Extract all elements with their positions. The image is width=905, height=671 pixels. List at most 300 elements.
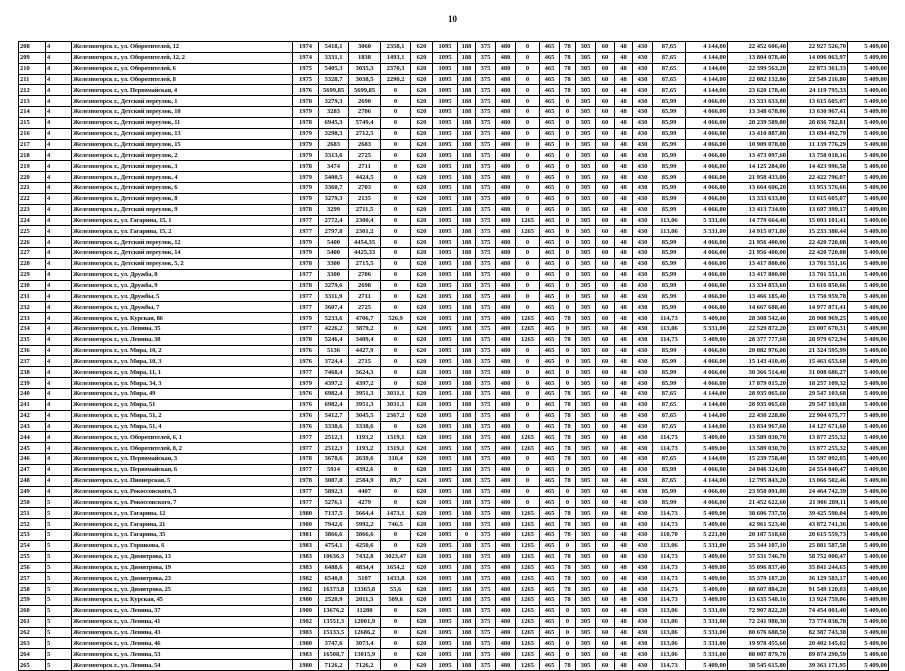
cell-address: Железногорск г., ул. Мира, 34, 3 [72, 378, 293, 389]
cell-cost-per-sqm: 4 144,00 [686, 399, 728, 410]
cell-row-number: 222 [19, 193, 46, 204]
cell-rate-1: 620 [411, 649, 433, 660]
table-row [19, 649, 889, 660]
cell-group: 5 [46, 627, 72, 638]
cell-rate-8: 0 [560, 323, 576, 334]
cell-rate-5: 480 [496, 313, 516, 324]
cell-rate-2: 1095 [433, 562, 458, 573]
cell-group: 5 [46, 497, 72, 508]
cell-rate-3: 188 [458, 638, 476, 649]
table-row [19, 117, 889, 128]
cell-indexed-cost: 25 881 587,58 [788, 540, 848, 551]
cell-row-number: 232 [19, 302, 46, 313]
cell-rate-5: 480 [496, 584, 516, 595]
cell-unit-cost: 85,99 [653, 150, 686, 161]
cell-total-cost: 13 333 633,80 [728, 193, 788, 204]
cell-cost-per-sqm: 5 409,00 [686, 584, 728, 595]
table-row [19, 356, 889, 367]
cell-unit-cost: 114,73 [653, 562, 686, 573]
cell-rate-1: 620 [411, 529, 433, 540]
cell-indexed-cost: 13 924 759,06 [788, 595, 848, 606]
cell-rate-10: 60 [596, 367, 615, 378]
cell-rate-12: 430 [633, 182, 653, 193]
cell-rate-5: 480 [496, 389, 516, 400]
cell-group: 4 [46, 204, 72, 215]
cell-rate-11: 48 [615, 42, 633, 53]
cell-group: 5 [46, 573, 72, 584]
cell-rate-10: 60 [596, 410, 615, 421]
cell-rate-1: 620 [411, 323, 433, 334]
cell-rate-10: 60 [596, 161, 615, 172]
cell-rate-4: 375 [476, 356, 496, 367]
cell-rate-2: 1095 [433, 573, 458, 584]
cell-unit-cost: 85,99 [653, 280, 686, 291]
cell-build-year: 1979 [293, 237, 319, 248]
cell-rate-10: 60 [596, 313, 615, 324]
cell-rate-6: 1265 [516, 432, 540, 443]
cell-rate-6: 0 [516, 182, 540, 193]
cell-nonliving-area: 0 [381, 421, 411, 432]
cell-total-area: 7468,4 [319, 367, 349, 378]
cell-total-cost: 19 978 455,60 [728, 638, 788, 649]
cell-cost-per-sqm: 5 331,00 [686, 638, 728, 649]
cell-rate-9: 305 [576, 519, 596, 530]
cell-rate-12: 430 [633, 302, 653, 313]
cell-total-area: 2683 [319, 139, 349, 150]
cell-rate-3: 188 [458, 150, 476, 161]
cell-group: 4 [46, 389, 72, 400]
cell-address: Железногорск г., ул. Первомайская, 3 [72, 454, 293, 465]
cell-nonliving-area: 0 [381, 356, 411, 367]
cell-rate-6: 0 [516, 248, 540, 259]
cell-rate-1: 620 [411, 258, 433, 269]
cell-rate-4: 375 [476, 161, 496, 172]
cell-nonliving-area: 1493,1 [381, 52, 411, 63]
cell-rate-3: 188 [458, 410, 476, 421]
cell-total-cost: 21 452 622,60 [728, 497, 788, 508]
cell-cost-per-sqm: 5 331,00 [686, 627, 728, 638]
cell-rate-1: 620 [411, 389, 433, 400]
cell-address: Железногорск г., ул. Мира, 49 [72, 389, 293, 400]
cell-rate-9: 305 [576, 280, 596, 291]
cell-rate-7: 465 [540, 237, 560, 248]
cell-limit: 5 409,00 [848, 204, 889, 215]
cell-rate-11: 48 [615, 475, 633, 486]
table-row [19, 497, 889, 508]
cell-rate-6: 1265 [516, 334, 540, 345]
cell-rate-5: 480 [496, 508, 516, 519]
cell-indexed-cost: 13 758 018,16 [788, 150, 848, 161]
cell-rate-4: 375 [476, 573, 496, 584]
table-row [19, 139, 889, 150]
cell-total-area: 5405,3 [319, 63, 349, 74]
cell-rate-9: 305 [576, 182, 596, 193]
cell-address: Железногорск г., ул. Ленина, 46 [72, 638, 293, 649]
cell-cost-per-sqm: 5 221,00 [686, 529, 728, 540]
cell-nonliving-area: 0 [381, 367, 411, 378]
table-row [19, 85, 889, 96]
cell-rate-11: 48 [615, 616, 633, 627]
cell-unit-cost: 113,06 [653, 215, 686, 226]
cell-indexed-cost: 28 908 969,25 [788, 313, 848, 324]
cell-rate-10: 60 [596, 204, 615, 215]
cell-total-area: 5328,7 [319, 74, 349, 85]
cell-group: 4 [46, 52, 72, 63]
cell-rate-12: 430 [633, 128, 653, 139]
cell-unit-cost: 85,99 [653, 302, 686, 313]
cell-rate-10: 60 [596, 172, 615, 183]
cell-rate-3: 188 [458, 356, 476, 367]
cell-rate-2: 1095 [433, 345, 458, 356]
cell-limit: 5 409,00 [848, 215, 889, 226]
cell-rate-1: 620 [411, 410, 433, 421]
cell-rate-11: 48 [615, 226, 633, 237]
cell-address: Железногорск г., Детский переулок, 12 [72, 237, 293, 248]
cell-rate-10: 60 [596, 519, 615, 530]
cell-rate-3: 188 [458, 74, 476, 85]
cell-rate-4: 375 [476, 605, 496, 616]
cell-living-area: 4454,35 [349, 237, 381, 248]
table-row [19, 378, 889, 389]
cell-limit: 5 409,00 [848, 52, 889, 63]
cell-rate-12: 430 [633, 74, 653, 85]
cell-rate-4: 375 [476, 63, 496, 74]
cell-rate-2: 1095 [433, 421, 458, 432]
cell-rate-9: 305 [576, 63, 596, 74]
cell-rate-12: 430 [633, 291, 653, 302]
cell-rate-8: 0 [560, 117, 576, 128]
cell-rate-10: 60 [596, 638, 615, 649]
cell-living-area: 4250,6 [349, 540, 381, 551]
cell-nonliving-area: 2370,3 [381, 63, 411, 74]
cell-rate-8: 78 [560, 334, 576, 345]
cell-rate-12: 430 [633, 627, 653, 638]
cell-rate-6: 0 [516, 378, 540, 389]
cell-living-area: 4425,33 [349, 248, 381, 259]
cell-rate-7: 465 [540, 117, 560, 128]
cell-cost-per-sqm: 4 066,00 [686, 204, 728, 215]
cell-build-year: 1976 [293, 421, 319, 432]
cell-living-area: 2698 [349, 280, 381, 291]
cell-rate-8: 0 [560, 237, 576, 248]
table-row [19, 540, 889, 551]
cell-rate-7: 465 [540, 638, 560, 649]
cell-total-cost: 28 239 589,80 [728, 117, 788, 128]
table-row [19, 226, 889, 237]
cell-rate-7: 465 [540, 464, 560, 475]
cell-rate-11: 48 [615, 150, 633, 161]
cell-rate-4: 375 [476, 529, 496, 540]
cell-total-cost: 13 804 078,40 [728, 52, 788, 63]
cell-cost-per-sqm: 4 144,00 [686, 85, 728, 96]
cell-nonliving-area: 0 [381, 172, 411, 183]
cell-unit-cost: 114,73 [653, 519, 686, 530]
cell-rate-2: 1095 [433, 204, 458, 215]
cell-rate-5: 480 [496, 421, 516, 432]
cell-build-year: 1976 [293, 356, 319, 367]
table-row [19, 464, 889, 475]
cell-rate-9: 305 [576, 52, 596, 63]
cell-total-cost: 14 667 688,40 [728, 302, 788, 313]
cell-indexed-cost: 22 420 720,08 [788, 248, 848, 259]
cell-nonliving-area: 0 [381, 107, 411, 118]
cell-rate-9: 305 [576, 139, 596, 150]
cell-rate-1: 620 [411, 551, 433, 562]
cell-row-number: 259 [19, 595, 46, 606]
cell-rate-10: 60 [596, 85, 615, 96]
cell-rate-12: 430 [633, 345, 653, 356]
cell-rate-6: 1265 [516, 215, 540, 226]
cell-rate-4: 375 [476, 519, 496, 530]
cell-nonliving-area: 0 [381, 529, 411, 540]
cell-total-area: 3311,9 [319, 291, 349, 302]
cell-total-area: 2512,3 [319, 432, 349, 443]
cell-rate-7: 465 [540, 334, 560, 345]
cell-rate-8: 78 [560, 454, 576, 465]
cell-rate-9: 305 [576, 378, 596, 389]
cell-build-year: 1977 [293, 302, 319, 313]
cell-total-area: 6488,6 [319, 562, 349, 573]
table-row [19, 529, 889, 540]
cell-group: 5 [46, 519, 72, 530]
cell-rate-12: 430 [633, 660, 653, 671]
cell-unit-cost: 113,06 [653, 627, 686, 638]
cell-rate-12: 430 [633, 410, 653, 421]
cell-nonliving-area: 1433,8 [381, 573, 411, 584]
cell-indexed-cost: 22 422 796,07 [788, 172, 848, 183]
cell-address: Железногорск г., Детский переулок, 14 [72, 248, 293, 259]
cell-nonliving-area: 1319,1 [381, 432, 411, 443]
cell-address: Железногорск г., ул. Оборотителей, 12 [72, 42, 293, 53]
cell-rate-4: 375 [476, 627, 496, 638]
cell-row-number: 252 [19, 519, 46, 530]
cell-rate-1: 620 [411, 399, 433, 410]
cell-rate-6: 0 [516, 107, 540, 118]
cell-total-area: 3678,6 [319, 454, 349, 465]
cell-rate-11: 48 [615, 52, 633, 63]
cell-indexed-cost: 24 119 795,33 [788, 85, 848, 96]
cell-total-cost: 28 308 542,40 [728, 313, 788, 324]
cell-rate-3: 188 [458, 540, 476, 551]
cell-rate-8: 0 [560, 291, 576, 302]
cell-rate-9: 305 [576, 215, 596, 226]
cell-total-area: 3724,4 [319, 356, 349, 367]
cell-rate-5: 480 [496, 96, 516, 107]
cell-rate-2: 1095 [433, 638, 458, 649]
cell-row-number: 241 [19, 399, 46, 410]
table-row [19, 52, 889, 63]
cell-unit-cost: 87,65 [653, 454, 686, 465]
cell-row-number: 264 [19, 649, 46, 660]
cell-rate-12: 430 [633, 605, 653, 616]
cell-rate-7: 465 [540, 660, 560, 671]
cell-build-year: 1976 [293, 345, 319, 356]
cell-cost-per-sqm: 5 409,00 [686, 660, 728, 671]
cell-total-area: 5914 [319, 464, 349, 475]
cell-rate-7: 465 [540, 627, 560, 638]
cell-total-area: 3607,4 [319, 302, 349, 313]
cell-rate-5: 480 [496, 464, 516, 475]
table-row [19, 323, 889, 334]
cell-limit: 5 409,00 [848, 63, 889, 74]
cell-rate-10: 60 [596, 107, 615, 118]
cell-rate-6: 0 [516, 117, 540, 128]
cell-rate-6: 1265 [516, 595, 540, 606]
cell-total-area: 16373,8 [319, 584, 349, 595]
cell-total-area: 3313,6 [319, 150, 349, 161]
cell-build-year: 1974 [293, 42, 319, 53]
cell-address: Железногорск г., ул. Ленина, 38 [72, 334, 293, 345]
cell-group: 4 [46, 42, 72, 53]
cell-rate-5: 480 [496, 107, 516, 118]
cell-unit-cost: 87,65 [653, 399, 686, 410]
cell-cost-per-sqm: 4 066,00 [686, 96, 728, 107]
cell-total-cost: 88 007 879,70 [728, 649, 788, 660]
cell-row-number: 245 [19, 443, 46, 454]
cell-rate-12: 430 [633, 96, 653, 107]
cell-unit-cost: 113,06 [653, 616, 686, 627]
cell-rate-6: 0 [516, 421, 540, 432]
cell-living-area: 2683 [349, 139, 381, 150]
cell-rate-2: 1095 [433, 399, 458, 410]
cell-build-year: 1978 [293, 475, 319, 486]
cell-rate-11: 48 [615, 638, 633, 649]
cell-rate-8: 0 [560, 258, 576, 269]
cell-living-area: 3866,6 [349, 529, 381, 540]
cell-rate-4: 375 [476, 432, 496, 443]
cell-rate-5: 480 [496, 85, 516, 96]
cell-total-cost: 80 676 688,50 [728, 627, 788, 638]
cell-nonliving-area: 3023,47 [381, 551, 411, 562]
cell-indexed-cost: 13 877 255,32 [788, 432, 848, 443]
cell-row-number: 221 [19, 182, 46, 193]
cell-rate-12: 430 [633, 443, 653, 454]
cell-rate-12: 430 [633, 150, 653, 161]
cell-rate-12: 430 [633, 540, 653, 551]
cell-rate-12: 430 [633, 421, 653, 432]
cell-build-year: 1979 [293, 139, 319, 150]
cell-rate-8: 0 [560, 172, 576, 183]
cell-group: 4 [46, 182, 72, 193]
cell-cost-per-sqm: 4 144,00 [686, 52, 728, 63]
cell-rate-12: 430 [633, 63, 653, 74]
cell-rate-2: 1095 [433, 649, 458, 660]
cell-row-number: 229 [19, 269, 46, 280]
table-row [19, 182, 889, 193]
cell-cost-per-sqm: 4 066,00 [686, 248, 728, 259]
cell-rate-2: 1095 [433, 226, 458, 237]
cell-rate-3: 188 [458, 172, 476, 183]
cell-row-number: 210 [19, 63, 46, 74]
cell-total-cost: 13 589 030,70 [728, 432, 788, 443]
cell-address: Железногорск г., ул. Дружбы, 5 [72, 291, 293, 302]
table-row [19, 660, 889, 671]
cell-rate-1: 620 [411, 638, 433, 649]
cell-rate-10: 60 [596, 508, 615, 519]
cell-rate-5: 480 [496, 519, 516, 530]
cell-rate-3: 188 [458, 399, 476, 410]
cell-rate-2: 1095 [433, 291, 458, 302]
cell-living-area: 5749,4 [349, 117, 381, 128]
cell-indexed-cost: 89 874 290,59 [788, 649, 848, 660]
cell-rate-9: 305 [576, 313, 596, 324]
cell-rate-7: 465 [540, 313, 560, 324]
cell-nonliving-area: 0 [381, 540, 411, 551]
cell-rate-1: 620 [411, 172, 433, 183]
cell-living-area: 2725 [349, 150, 381, 161]
cell-total-cost: 15 143 410,40 [728, 356, 788, 367]
cell-rate-9: 305 [576, 508, 596, 519]
cell-living-area: 2711 [349, 291, 381, 302]
cell-nonliving-area: 1654,2 [381, 562, 411, 573]
cell-nonliving-area: 0 [381, 323, 411, 334]
cell-rate-8: 78 [560, 660, 576, 671]
cell-rate-10: 60 [596, 562, 615, 573]
cell-rate-6: 0 [516, 52, 540, 63]
cell-indexed-cost: 13 750 959,78 [788, 291, 848, 302]
cell-rate-7: 465 [540, 193, 560, 204]
cell-build-year: 1977 [293, 497, 319, 508]
cell-rate-8: 0 [560, 215, 576, 226]
cell-rate-5: 480 [496, 150, 516, 161]
cell-rate-12: 430 [633, 529, 653, 540]
cell-total-area: 3279,6 [319, 280, 349, 291]
cell-rate-6: 0 [516, 193, 540, 204]
cell-row-number: 208 [19, 42, 46, 53]
cell-row-number: 224 [19, 215, 46, 226]
cell-rate-3: 188 [458, 627, 476, 638]
cell-rate-12: 430 [633, 334, 653, 345]
cell-total-area: 5276,1 [319, 497, 349, 508]
cell-rate-7: 465 [540, 389, 560, 400]
cell-limit: 5 409,00 [848, 117, 889, 128]
cell-rate-2: 1095 [433, 139, 458, 150]
cell-address: Железногорск г., ул. Горшкова, 6 [72, 540, 293, 551]
cell-rate-5: 480 [496, 356, 516, 367]
table-row [19, 334, 889, 345]
cell-total-area: 7942,6 [319, 519, 349, 530]
cell-rate-7: 465 [540, 42, 560, 53]
cell-rate-10: 60 [596, 42, 615, 53]
cell-rate-3: 188 [458, 508, 476, 519]
cell-address: Железногорск г., Детский переулок, 9 [72, 204, 293, 215]
cell-cost-per-sqm: 4 066,00 [686, 237, 728, 248]
cell-limit: 5 409,00 [848, 508, 889, 519]
cell-unit-cost: 113,06 [653, 605, 686, 616]
table-row [19, 508, 889, 519]
cell-total-area: 7137,5 [319, 508, 349, 519]
cell-total-area: 3299 [319, 204, 349, 215]
cell-rate-12: 430 [633, 237, 653, 248]
cell-rate-2: 1095 [433, 443, 458, 454]
cell-indexed-cost: 43 872 741,36 [788, 519, 848, 530]
cell-cost-per-sqm: 5 331,00 [686, 540, 728, 551]
cell-rate-5: 480 [496, 226, 516, 237]
cell-limit: 5 409,00 [848, 562, 889, 573]
cell-build-year: 1977 [293, 486, 319, 497]
cell-living-area: 2011,3 [349, 595, 381, 606]
cell-address: Железногорск г., ул. Димитрова, 25 [72, 584, 293, 595]
cell-unit-cost: 85,99 [653, 258, 686, 269]
cell-indexed-cost: 13 953 576,66 [788, 182, 848, 193]
cell-living-area: 13365,8 [349, 584, 381, 595]
table-row [19, 551, 889, 562]
cell-address: Железногорск г., ул. Гагарина, 15, 1 [72, 215, 293, 226]
cell-row-number: 243 [19, 421, 46, 432]
cell-rate-6: 1265 [516, 638, 540, 649]
cell-group: 4 [46, 486, 72, 497]
cell-rate-8: 78 [560, 519, 576, 530]
